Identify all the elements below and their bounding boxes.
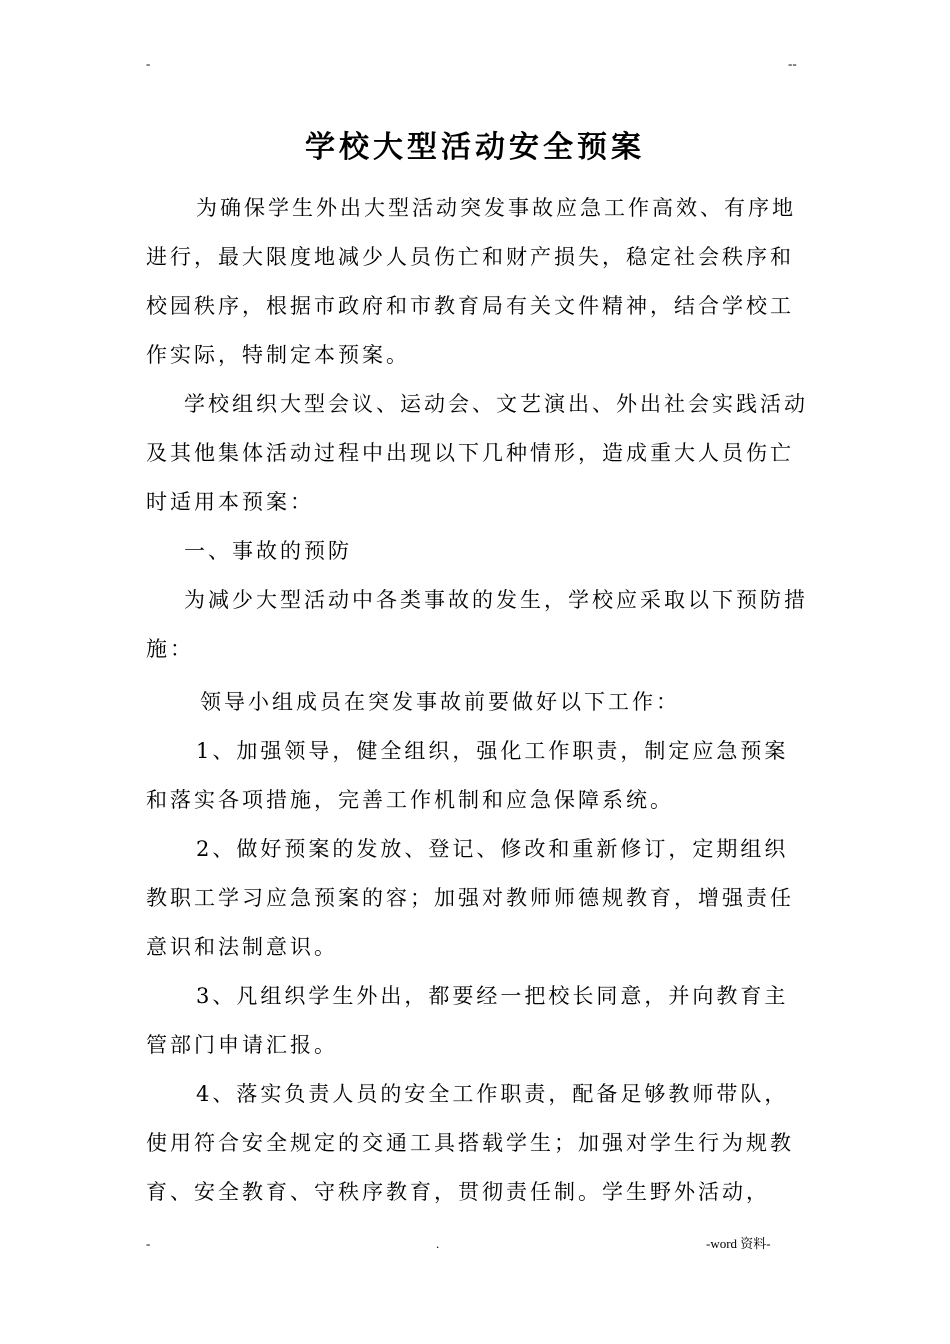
list-item-1: 1、加强领导，健全组织，强化工作职责，制定应急预案和落实各项措施，完善工作机制和应急保障系统。 [146,739,789,812]
paragraph-purpose: 为确保学生外出大型活动突发事故应急工作高效、有序地进行，最大限度地减少人员伤亡和财产损失，稳定社会秩序和校园秩序，根据市政府和市教育局有关文件精神，结合学校工作实际，特制定本预案。 [146,196,796,367]
footer-watermark-text: -word 资料- [706,1236,771,1251]
header-left-mark: - [146,56,151,71]
document-title: 学校大型活动安全预案 [305,130,645,166]
footer-left-mark: - [146,1236,151,1251]
list-item-3: 3、凡组织学生外出，都要经一把校长同意，并向教育主管部门申请汇报。 [146,984,789,1057]
paragraph-prevention-intro: 为减少大型活动中各类事故的发生，学校应采取以下预防措施： [146,588,808,661]
list-item-2: 2、做好预案的发放、登记、修改和重新修订，定期组织教职工学习应急预案的容；加强对教师师德规教育，增强责任意识和法制意识。 [146,837,794,959]
section-heading-prevention: 一、事故的预防 [184,539,352,563]
document-body [146,184,810,1217]
list-item-4: 4、落实负责人员的安全工作职责，配备足够教师带队，使用符合安全规定的交通工具搭载学生；加强对学生行为规教育、安全教育、守秩序教育，贯彻责任制。学生野外活动， [146,1082,794,1204]
paragraph-leadership-intro: 领导小组成员在突发事故前要做好以下工作： [200,690,680,714]
header-right-mark: -- [788,56,797,71]
footer-center-mark: . [436,1236,440,1251]
paragraph-scope: 学校组织大型会议、运动会、文艺演出、外出社会实践活动及其他集体活动过程中出现以下几种情形，造成重大人员伤亡时适用本预案： [146,392,808,514]
